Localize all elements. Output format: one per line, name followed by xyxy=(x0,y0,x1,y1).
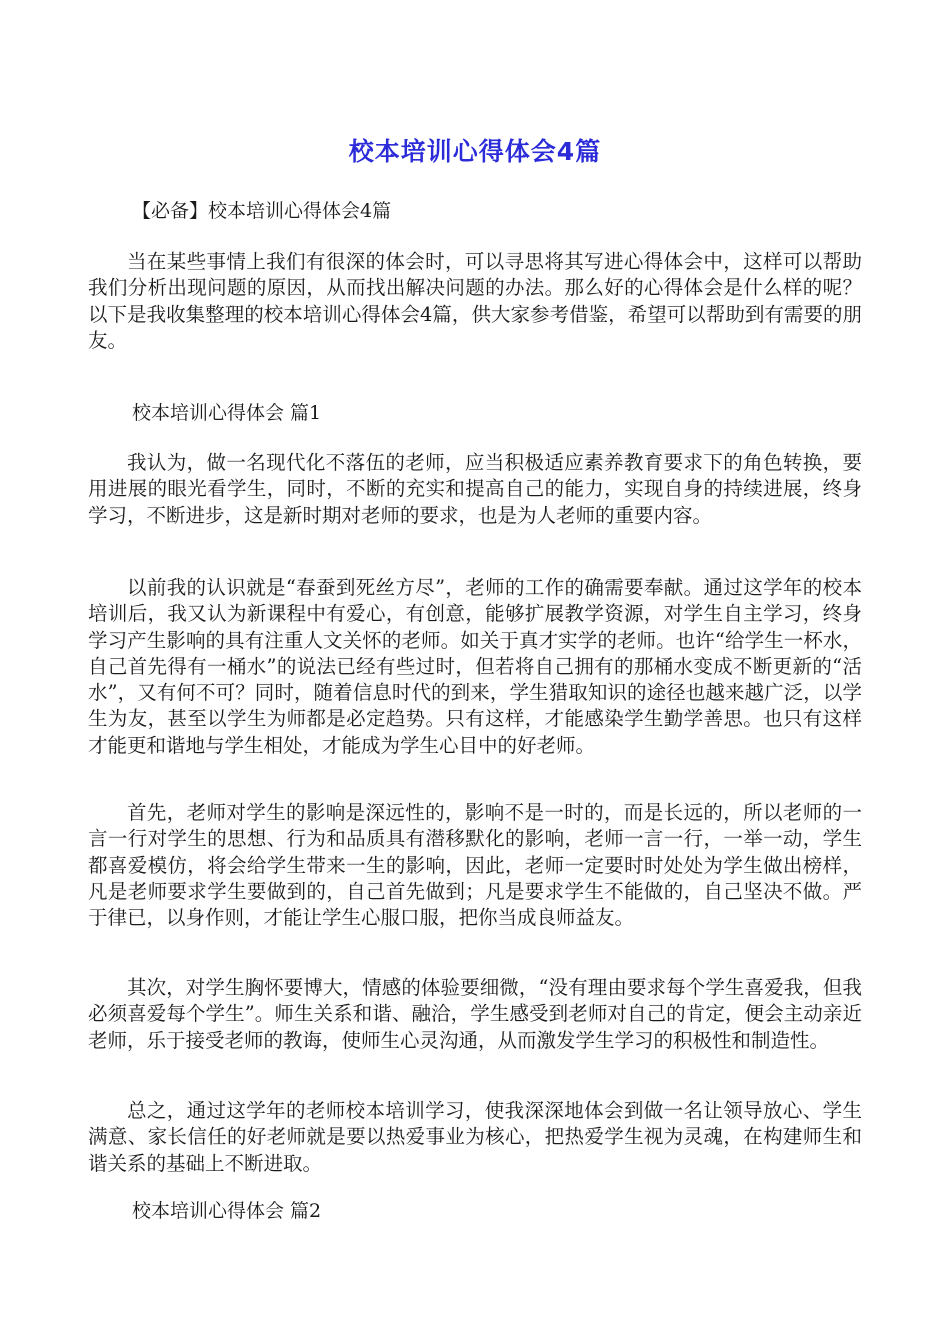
document-title: 校本培训心得体会4篇 xyxy=(348,137,602,166)
section1-paragraph-1: 我认为，做一名现代化不落伍的老师，应当积极适应素养教育要求下的角色转换，要用进展的眼光看学生，同时，不断的充实和提高自己的能力，实现自身的持续进展，终身学习，不断进步，这是新时期对老师的要求，也是为人老师的重要内容。 xyxy=(88,451,862,527)
section-heading-1: 校本培训心得体会 篇1 xyxy=(132,402,322,424)
section1-paragraph-5: 总之，通过这学年的老师校本培训学习，使我深深地体会到做一名让领导放心、学生满意、家长信任的好老师就是要以热爱事业为核心，把热爱学生视为灵魂，在构建师生和谐关系的基础上不断进取。 xyxy=(88,1099,862,1175)
section1-paragraph-3: 首先，老师对学生的影响是深远性的，影响不是一时的，而是长远的，所以老师的一言一行对学生的思想、行为和品质具有潜移默化的影响，老师一言一行，一举一动，学生都喜爱模仿，将会给学生带来一生的影响，因此，老师一定要时时处处为学生做出榜样，凡是老师要求学生要做到的，自己首先做到；凡是要求学生不能做的，自己坚决不做。严于律已，以身作则，才能让学生心服口服，把你当成良师益友。 xyxy=(88,801,862,930)
section1-paragraph-4: 其次，对学生胸怀要博大，情感的体验要细微，“没有理由要求每个学生喜爱我，但我必须喜爱每个学生”。师生关系和谐、融洽，学生感受到老师对自己的肯定，便会主动亲近老师，乐于接受老师的教诲，使师生心灵沟通，从而激发学生学习的积极性和制造性。 xyxy=(88,976,862,1052)
section-heading-2: 校本培训心得体会 篇2 xyxy=(132,1200,322,1222)
intro-paragraph: 当在某些事情上我们有很深的体会时，可以寻思将其写进心得体会中，这样可以帮助我们分析出现问题的原因，从而找出解决问题的办法。那么好的心得体会是什么样的呢？以下是我收集整理的校本培训心得体会4篇，供大家参考借鉴，希望可以帮助到有需要的朋友。 xyxy=(88,250,862,352)
section1-paragraph-2: 以前我的认识就是“春蚕到死丝方尽”，老师的工作的确需要奉献。通过这学年的校本培训后，我又认为新课程中有爱心，有创意，能够扩展教学资源，对学生自主学习，终身学习产生影响的具有注重人文关怀的老师。如关于真才实学的老师。也许“给学生一杯水，自己首先得有一桶水”的说法已经有些过时，但若将自己拥有的那桶水变成不断更新的“活水”，又有何不可？同时，随着信息时代的到来，学生猎取知识的途径也越来越广泛，以学生为友，甚至以学生为师都是必定趋势。只有这样，才能感染学生勤学善思。也只有这样才能更和谐地与学生相处，才能成为学生心目中的好老师。 xyxy=(88,576,862,757)
document-subtitle: 【必备】校本培训心得体会4篇 xyxy=(132,200,392,222)
